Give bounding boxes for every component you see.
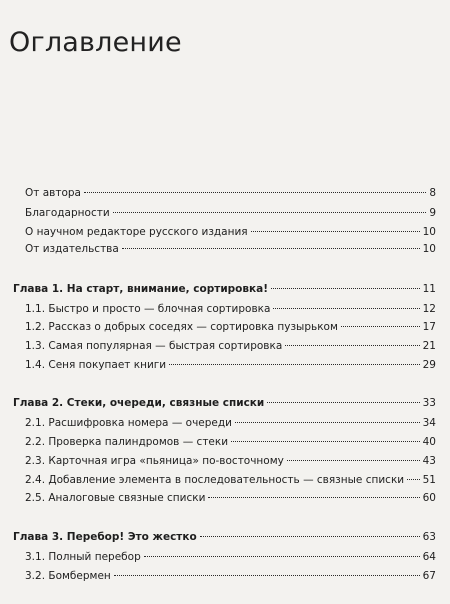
toc-chapter-title: Глава 1. На старт, внимание, сортировка!: [13, 283, 269, 295]
dot-leader: [169, 364, 420, 365]
dot-leader: [114, 575, 420, 576]
dot-leader: [407, 479, 420, 480]
toc-entry[interactable]: [25, 242, 436, 256]
page-title: Оглавление: [9, 27, 182, 58]
toc-entry-page: 12: [422, 303, 436, 315]
toc-entry[interactable]: [25, 435, 436, 449]
toc-entry[interactable]: [25, 454, 436, 468]
toc-chapter-page: 11: [422, 283, 436, 295]
toc-entry-title: 2.2. Проверка палиндромов — стеки: [25, 436, 229, 448]
toc-entry[interactable]: [25, 491, 436, 505]
toc-entry[interactable]: [25, 186, 436, 200]
toc-chapter-page: 63: [422, 531, 436, 543]
toc-entry-page: 8: [429, 187, 436, 199]
dot-leader: [273, 308, 419, 309]
toc-entry-title: 3.2. Бомбермен: [25, 570, 111, 582]
toc-entry[interactable]: [25, 339, 436, 353]
toc-entry-page: 10: [422, 226, 436, 238]
toc-entry[interactable]: [25, 206, 436, 220]
toc-entry[interactable]: [25, 225, 436, 239]
toc-entry-title: 1.3. Самая популярная — быстрая сортировка: [25, 340, 283, 352]
toc-entry-title: От издательства: [25, 243, 119, 255]
dot-leader: [208, 497, 419, 498]
toc-entry[interactable]: [25, 302, 436, 316]
toc-entry-title: 2.3. Карточная игра «пьяница» по-восточному: [25, 455, 284, 467]
toc-entry-title: 3.1. Полный перебор: [25, 551, 141, 563]
toc-chapter[interactable]: [13, 282, 436, 296]
toc-entry[interactable]: [25, 320, 436, 334]
dot-leader: [287, 460, 420, 461]
toc-entry-page: 60: [422, 492, 436, 504]
toc-chapter-title: Глава 3. Перебор! Это жестко: [13, 531, 197, 543]
dot-leader: [231, 441, 420, 442]
dot-leader: [144, 556, 420, 557]
toc-chapter[interactable]: [13, 530, 436, 544]
toc-entry-page: 51: [422, 474, 436, 486]
toc-entry-title: 1.1. Быстро и просто — блочная сортировка: [25, 303, 271, 315]
dot-leader: [251, 231, 420, 232]
toc-entry-title: О научном редакторе русского издания: [25, 226, 248, 238]
toc-entry-page: 9: [429, 207, 436, 219]
toc-chapter-title: Глава 2. Стеки, очереди, связные списки: [13, 397, 265, 409]
toc-entry-title: 2.1. Расшифровка номера — очереди: [25, 417, 232, 429]
toc-entry[interactable]: [25, 473, 436, 487]
toc-entry-title: Благодарности: [25, 207, 110, 219]
dot-leader: [84, 192, 426, 193]
toc-entry-page: 40: [422, 436, 436, 448]
toc-entry-page: 29: [422, 359, 436, 371]
toc-entry[interactable]: [25, 358, 436, 372]
toc-entry-page: 43: [422, 455, 436, 467]
toc-entry-page: 21: [422, 340, 436, 352]
toc-entry-page: 10: [422, 243, 436, 255]
toc-entry-title: 1.2. Рассказ о добрых соседях — сортировка пузырьком: [25, 321, 338, 333]
toc-entry-title: От автора: [25, 187, 81, 199]
dot-leader: [200, 536, 420, 537]
toc-entry-page: 64: [422, 551, 436, 563]
toc-entry-title: 2.5. Аналоговые связные списки: [25, 492, 206, 504]
toc-chapter[interactable]: [13, 396, 436, 410]
dot-leader: [267, 402, 419, 403]
toc-entry[interactable]: [25, 416, 436, 430]
toc-entry[interactable]: [25, 569, 436, 583]
dot-leader: [285, 345, 419, 346]
toc-entry-title: 2.4. Добавление элемента в последовательность — связные списки: [25, 474, 405, 486]
toc-chapter-page: 33: [422, 397, 436, 409]
toc-entry[interactable]: [25, 550, 436, 564]
dot-leader: [341, 326, 420, 327]
dot-leader: [122, 248, 420, 249]
toc-entry-page: 67: [422, 570, 436, 582]
toc-entry-title: 1.4. Сеня покупает книги: [25, 359, 167, 371]
toc-entry-page: 17: [422, 321, 436, 333]
toc-entry-page: 34: [422, 417, 436, 429]
dot-leader: [271, 288, 420, 289]
dot-leader: [113, 212, 427, 213]
dot-leader: [235, 422, 420, 423]
